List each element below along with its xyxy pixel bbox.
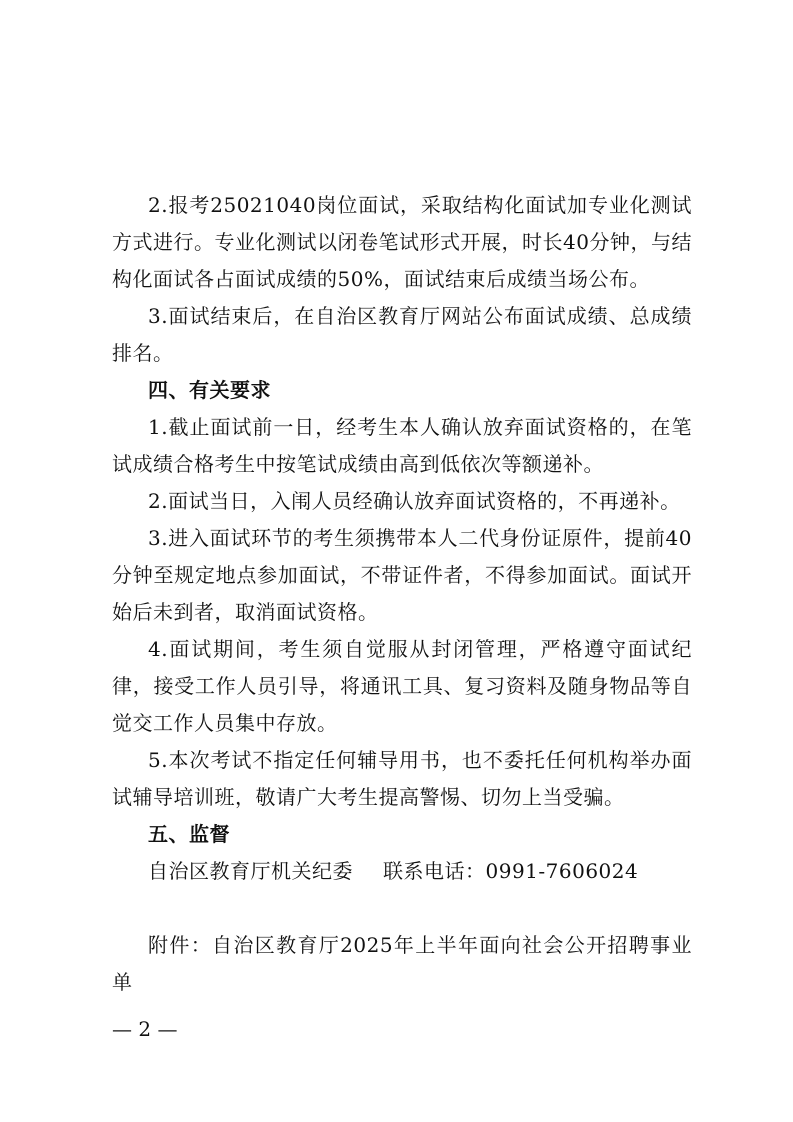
- requirement-item-1: 1.截止面试前一日，经考生本人确认放弃面试资格的，在笔试成绩合格考生中按笔试成绩由高到低依次等额递补。: [112, 415, 692, 476]
- section-four-heading: 四、有关要求: [148, 378, 271, 402]
- attachment-line: 附件：自治区教育厅2025年上半年面向社会公开招聘事业单: [112, 933, 692, 994]
- requirement-item-3: 3.进入面试环节的考生须携带本人二代身份证原件，提前40分钟至规定地点参加面试，不带证件者，不得参加面试。面试开始后未到者，取消面试资格。: [112, 526, 692, 624]
- paragraph-interview-method: 2.报考25021040岗位面试，采取结构化面试加专业化测试方式进行。专业化测试以闭卷笔试形式开展，时长40分钟，与结构化面试各占面试成绩的50%，面试结束后成绩当场公布。: [112, 193, 692, 291]
- supervision-contact: [112, 853, 728, 890]
- supervision-org: 自治区教育厅机关纪委: [148, 859, 353, 883]
- paragraph-results-publication: 3.面试结束后，在自治区教育厅网站公布面试成绩、总成绩排名。: [112, 304, 692, 365]
- supervision-phone: 联系电话：0991-7606024: [383, 859, 639, 883]
- requirement-item-2: 2.面试当日，入闱人员经确认放弃面试资格的，不再递补。: [148, 489, 681, 513]
- page-number: — 2 —: [112, 1017, 178, 1041]
- section-five-heading: 五、监督: [148, 822, 230, 846]
- requirement-item-4: 4.面试期间，考生须自觉服从封闭管理，严格遵守面试纪律，接受工作人员引导，将通讯工具、复习资料及随身物品等自觉交工作人员集中存放。: [112, 637, 692, 735]
- requirement-item-5: 5.本次考试不指定任何辅导用书，也不委托任何机构举办面试辅导培训班，敬请广大考生提高警惕、切勿上当受骗。: [112, 748, 692, 809]
